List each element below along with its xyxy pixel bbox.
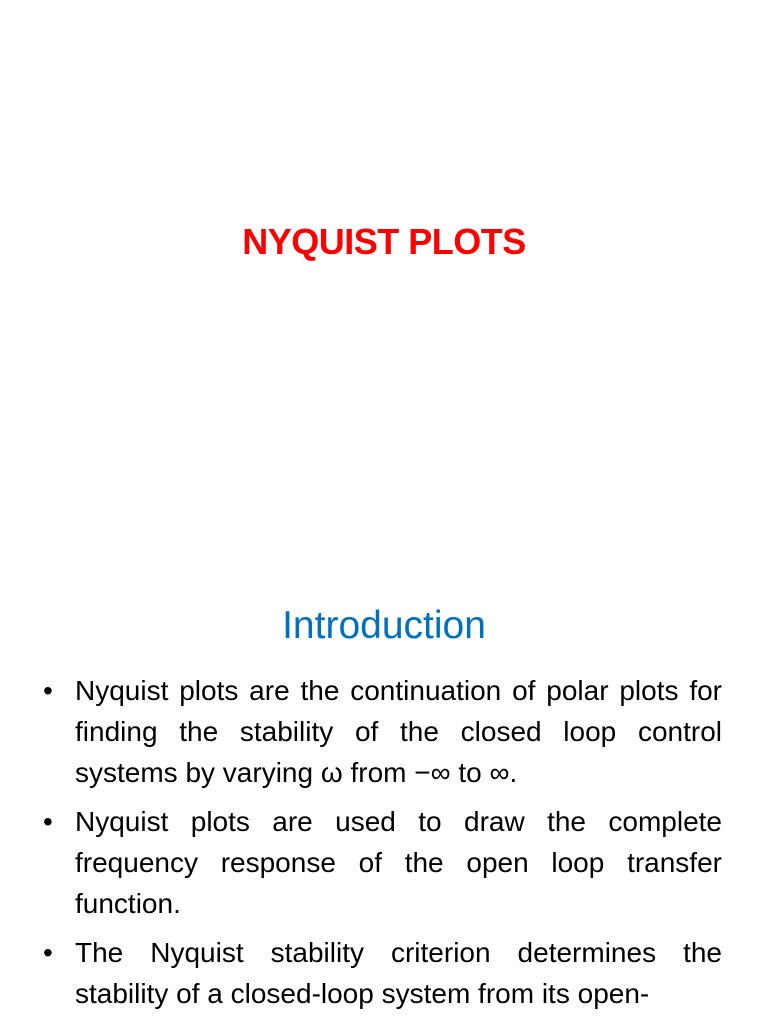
bullet-list [40, 670, 722, 1022]
bullet-text: Nyquist plots are the continuation of polar plots for finding the stability of the closed loop control systems by varying ω from −∞ to ∞. [75, 675, 722, 788]
bullet-point-icon: • [43, 675, 53, 706]
bullet-item [40, 801, 722, 924]
bullet-text: Nyquist plots are used to draw the complete frequency response of the open loop transfer function. [75, 806, 722, 919]
bullet-item [40, 670, 722, 793]
bullet-item [40, 932, 722, 1014]
bullet-point-icon: • [43, 806, 53, 837]
bullet-text: The Nyquist stability criterion determines the stability of a closed-loop system from its open- [75, 937, 722, 1009]
section-title: Introduction [282, 604, 486, 647]
slide-title: NYQUIST PLOTS [242, 221, 526, 262]
bullet-point-icon: • [43, 937, 53, 968]
